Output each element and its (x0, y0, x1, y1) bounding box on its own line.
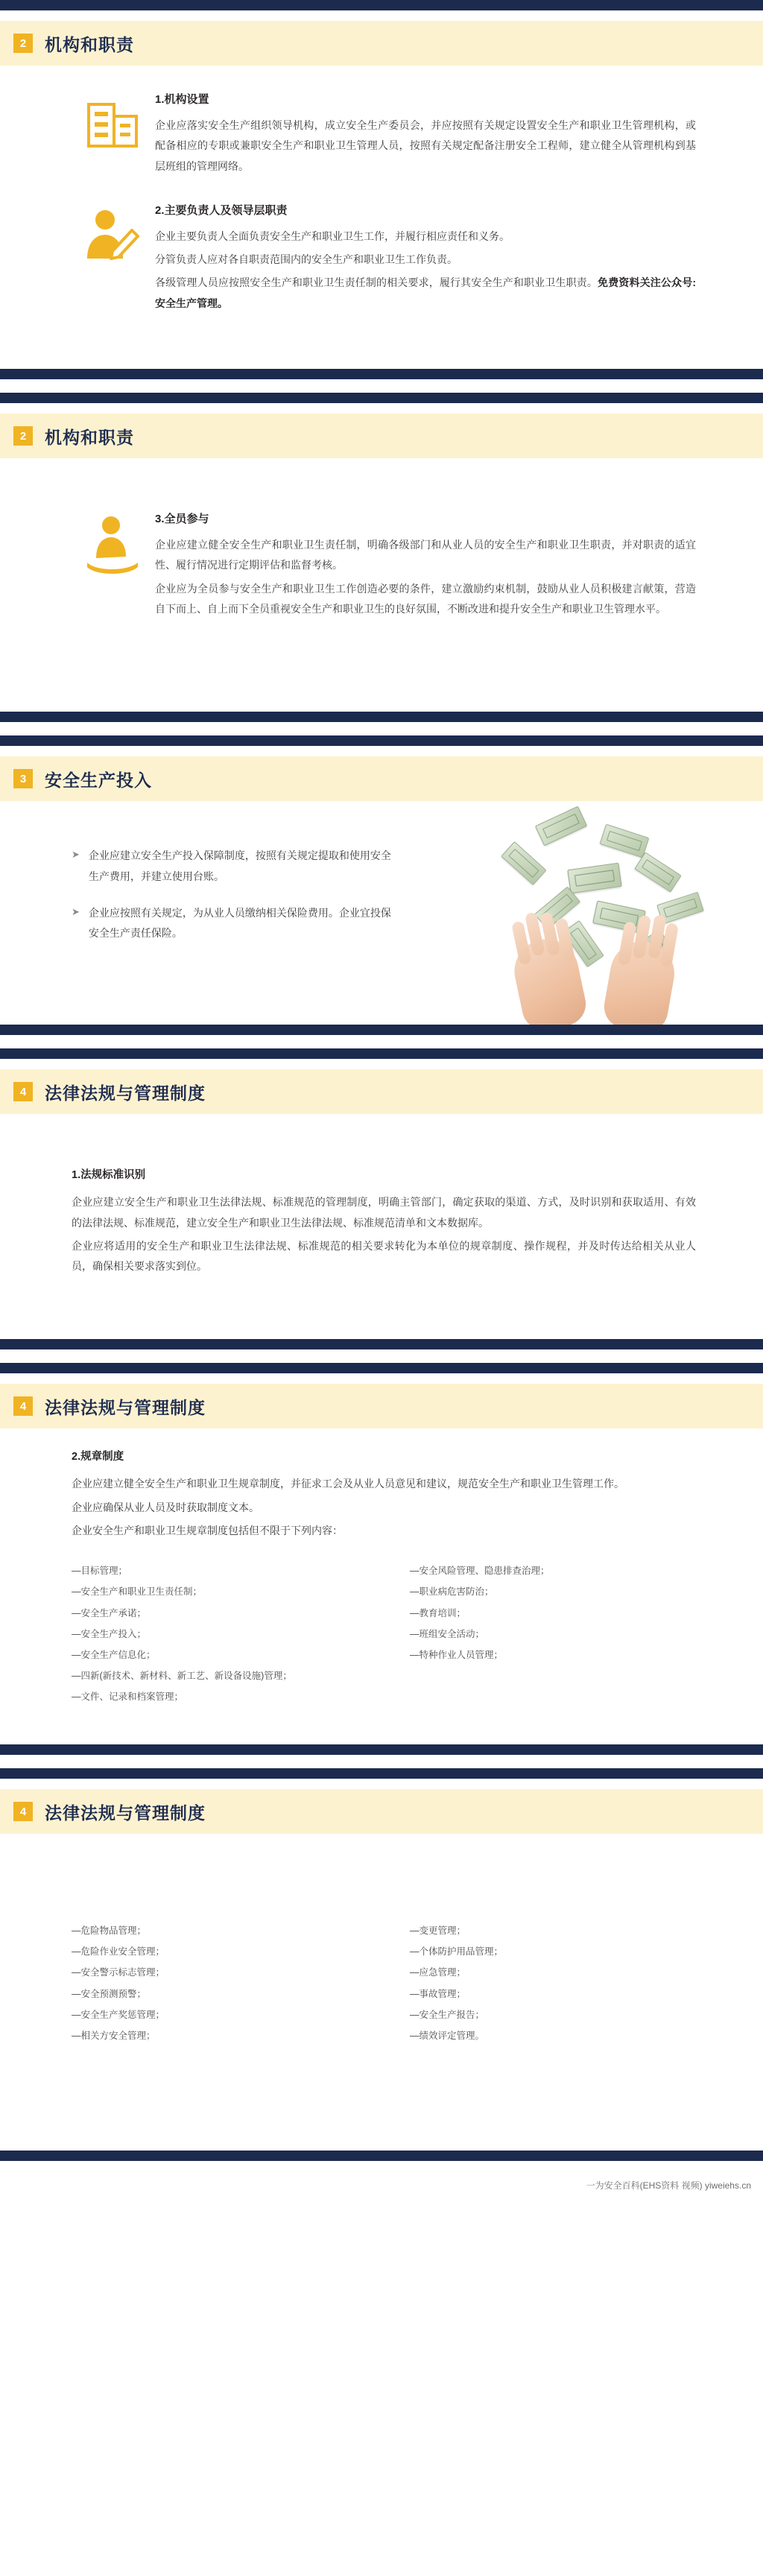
bullet-text: 企业应按照有关规定，为从业人员缴纳相关保险费用。企业宜投保安全生产责任保险。 (88, 906, 391, 940)
bullet-item (72, 903, 392, 944)
slide-body (0, 1834, 763, 2091)
slide-organization-duties-2 (0, 393, 763, 722)
paragraph: 企业应将适用的安全生产和职业卫生法律法规、标准规范的相关要求转化为本单位的规章制度、操作规程，并及时传达给相关从业人员，确保相关要求落实到位。 (72, 1239, 696, 1273)
list-column-right (410, 1560, 696, 1707)
building-icon (72, 91, 155, 155)
list-item: —安全预测预警； (72, 1988, 147, 1999)
paragraph: 企业应建立安全生产和职业卫生法律法规、标准规范的管理制度，明确主管部门，确定获取的渠道、方式，及时识别和获取适用、有效的法律法规、标准规范，建立安全生产和职业卫生法律法规、标准规范清单和文本数据库。 (72, 1196, 696, 1229)
money-hands-photo (413, 808, 733, 1025)
block-paragraph-text: 各级管理人员应按照安全生产和职业卫生责任制的相关要求，履行其安全生产和职业卫生职责。 (155, 276, 598, 289)
paragraph: 企业应建立健全安全生产和职业卫生规章制度，并征求工会及从业人员意见和建议，规范安全生产和职业卫生管理工作。 (72, 1478, 624, 1490)
block-title: 2.主要负责人及领导层职责 (155, 203, 288, 217)
slide-number-badge: 2 (13, 34, 33, 53)
slide-organization-duties-1 (0, 0, 763, 379)
list-item: —应急管理； (410, 1967, 466, 1978)
block-paragraph: 企业应建立健全安全生产和职业卫生责任制，明确各级部门和从业人员的安全生产和职业卫生职责，并对职责的适宜性、履行情况进行定期评估和监督考核。 (155, 539, 696, 572)
list-column-left (72, 1560, 358, 1707)
list-column-left (72, 1920, 358, 2046)
list-item: —安全生产承诺； (72, 1607, 147, 1618)
list-item: —特种作业人员管理； (410, 1649, 504, 1660)
list-item: —变更管理； (410, 1925, 466, 1937)
arrow-bullet-icon: ➤ (72, 905, 80, 917)
block-paragraph: 企业应为全员参与安全生产和职业卫生工作创造必要的条件，建立激励约束机制，鼓励从业人员积极建言献策，营造自下而上、自上而下全员重视安全生产和职业卫生的良好氛围，不断改进和提升安全生产和职业卫生管理水平。 (155, 582, 696, 615)
slide-title: 机构和职责 (45, 34, 134, 54)
paragraph: 企业应确保从业人员及时获取制度文本。 (72, 1501, 259, 1513)
person-pen-icon (72, 202, 155, 269)
slide-number-badge: 4 (13, 1082, 33, 1101)
slide-number-badge: 4 (13, 1396, 33, 1416)
list-item: —危险作业安全管理； (72, 1946, 165, 1958)
list-item: —目标管理； (72, 1566, 128, 1577)
list-item: —事故管理； (410, 1988, 466, 1999)
block-paragraph: 企业应落实安全生产组织领导机构，成立安全生产委员会，并应按照有关规定设置安全生产和职业卫生管理机构，或配备相应的专职或兼职安全生产和职业卫生管理人员，按照有关规定配备注册安全工程师，建立健全从管理机构到基层班组的管理网络。 (155, 119, 696, 172)
two-column-list (72, 1920, 696, 2046)
list-item: —四新(新技术、新材料、新工艺、新设备设施)管理； (72, 1670, 292, 1681)
slide-title: 法律法规与管理制度 (45, 1083, 206, 1103)
list-item: —危险物品管理； (72, 1925, 147, 1937)
list-item: —个体防护用品管理； (410, 1946, 504, 1958)
slide-body (0, 66, 763, 369)
slide-laws-regulations-1 (0, 1048, 763, 1349)
promo-note: 免费资料关注公众号:安全生产管理。 (155, 276, 697, 309)
slide-header (0, 1789, 763, 1834)
watermark-footer: 一为安全百科(EHS资料 视频) yiweiehs.cn (586, 2180, 751, 2191)
block-paragraph: 分管负责人应对各自职责范围内的安全生产和职业卫生工作负责。 (155, 253, 458, 266)
bullet-item (72, 846, 392, 887)
block-paragraph (155, 273, 696, 314)
block-title: 1.机构设置 (155, 93, 209, 106)
list-column-right (410, 1920, 696, 2046)
arrow-bullet-icon: ➤ (72, 849, 80, 861)
section-label: 1.法规标准识别 (72, 1169, 146, 1182)
person-hand-icon (72, 510, 155, 577)
slide-title: 安全生产投入 (45, 770, 152, 790)
paragraph: 企业安全生产和职业卫生规章制度包括但不限于下列内容： (72, 1525, 343, 1537)
slide-number-badge: 3 (13, 769, 33, 788)
bullet-text: 企业应建立安全生产投入保障制度，按照有关规定提取和使用安全生产费用，并建立使用台账。 (88, 849, 391, 882)
list-item: —安全生产报告； (410, 2009, 485, 2020)
block-text (155, 510, 696, 622)
list-item: —相关方安全管理； (72, 2030, 156, 2041)
list-item: —安全生产信息化； (72, 1649, 156, 1660)
slide-header (0, 414, 763, 458)
block-text (155, 202, 696, 317)
list-item: —安全生产投入； (72, 1628, 147, 1639)
slide-safety-investment (0, 735, 763, 1035)
slide-title: 法律法规与管理制度 (45, 1397, 206, 1417)
list-item: —文件、记录和档案管理； (72, 1692, 184, 1703)
slide-body (0, 458, 763, 712)
slide-body (0, 1114, 763, 1339)
slide-number-badge: 2 (13, 426, 33, 446)
content-block (72, 510, 696, 622)
list-item: —安全警示标志管理； (72, 1967, 165, 1978)
slide-header (0, 1384, 763, 1428)
list-item: —教育培训； (410, 1607, 466, 1618)
slide-laws-regulations-2 (0, 1363, 763, 1755)
section-label: 2.规章制度 (72, 1451, 124, 1463)
list-item: —绩效评定管理。 (410, 2030, 485, 2041)
list-item: —班组安全活动； (410, 1628, 485, 1639)
slide-title: 法律法规与管理制度 (45, 1803, 206, 1823)
block-title: 3.全员参与 (155, 513, 209, 526)
slide-number-badge: 4 (13, 1802, 33, 1821)
slide-header (0, 1069, 763, 1114)
two-column-list (72, 1560, 696, 1707)
list-item: —安全生产奖惩管理； (72, 2009, 165, 2020)
slide-header (0, 21, 763, 66)
slide-body (0, 1428, 763, 1744)
list-item: —安全风险管理、隐患排查治理； (410, 1566, 550, 1577)
slide-header (0, 756, 763, 801)
list-item: —职业病危害防治； (410, 1586, 494, 1598)
block-text (155, 91, 696, 180)
content-block (72, 202, 696, 317)
slide-body (0, 801, 763, 1025)
content-block (72, 91, 696, 180)
list-item: —安全生产和职业卫生责任制； (72, 1586, 203, 1598)
slide-laws-regulations-3 (0, 1768, 763, 2161)
block-paragraph: 企业主要负责人全面负责安全生产和职业卫生工作，并履行相应责任和义务。 (155, 230, 510, 242)
slide-title: 机构和职责 (45, 427, 134, 447)
